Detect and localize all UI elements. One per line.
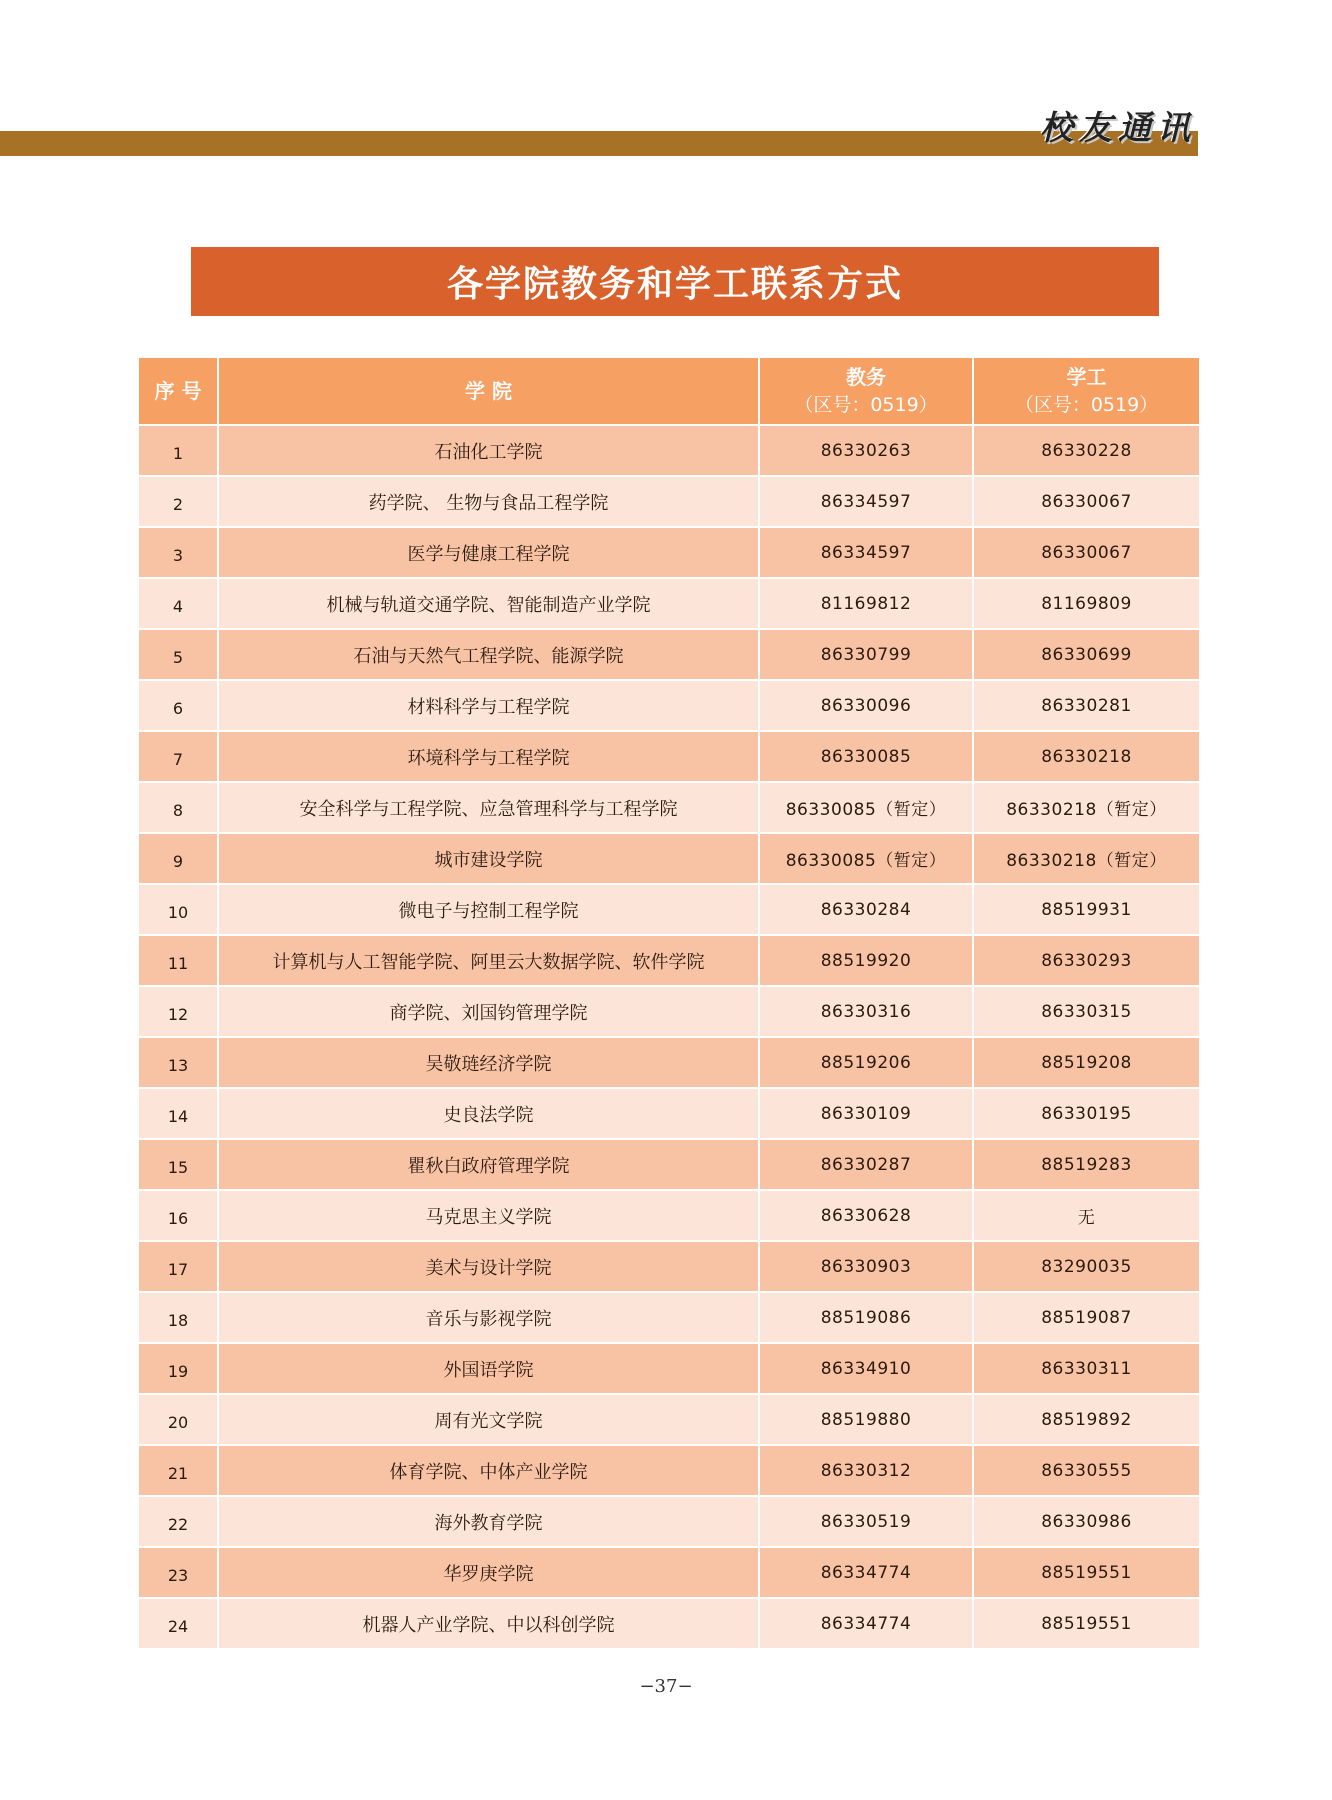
- row-number: 17: [138, 1241, 218, 1292]
- row-number: 3: [138, 527, 218, 578]
- student-phone: 86330218: [973, 731, 1200, 782]
- student-phone: 86330067: [973, 476, 1200, 527]
- row-number: 19: [138, 1343, 218, 1394]
- college-name: 机械与轨道交通学院、智能制造产业学院: [218, 578, 759, 629]
- college-name: 音乐与影视学院: [218, 1292, 759, 1343]
- table-row: [138, 731, 1200, 782]
- student-phone: 88519208: [973, 1037, 1200, 1088]
- student-phone: 86330218（暂定）: [973, 782, 1200, 833]
- table-row: [138, 1394, 1200, 1445]
- college-name: 美术与设计学院: [218, 1241, 759, 1292]
- academic-phone: 88519880: [759, 1394, 973, 1445]
- academic-phone: 86330096: [759, 680, 973, 731]
- college-name: 吴敬琏经济学院: [218, 1037, 759, 1088]
- college-name: 海外教育学院: [218, 1496, 759, 1547]
- college-name: 瞿秋白政府管理学院: [218, 1139, 759, 1190]
- college-name: 计算机与人工智能学院、阿里云大数据学院、软件学院: [218, 935, 759, 986]
- college-name: 马克思主义学院: [218, 1190, 759, 1241]
- row-number: 22: [138, 1496, 218, 1547]
- college-name: 机器人产业学院、中以科创学院: [218, 1598, 759, 1649]
- row-number: 11: [138, 935, 218, 986]
- row-number: 5: [138, 629, 218, 680]
- row-number: 23: [138, 1547, 218, 1598]
- academic-phone: 86334774: [759, 1547, 973, 1598]
- table-row: [138, 578, 1200, 629]
- section-title: 各学院教务和学工联系方式: [446, 264, 903, 305]
- column-header-student-title: 学工: [1066, 365, 1107, 389]
- academic-phone: 88519086: [759, 1292, 973, 1343]
- academic-phone: 86330085（暂定）: [759, 782, 973, 833]
- academic-phone: 86330799: [759, 629, 973, 680]
- page-number: −37−: [639, 1676, 693, 1697]
- table-row: [138, 425, 1200, 476]
- student-phone: 86330067: [973, 527, 1200, 578]
- college-name: 商学院、刘国钧管理学院: [218, 986, 759, 1037]
- table-row: [138, 1139, 1200, 1190]
- table-row: [138, 629, 1200, 680]
- student-phone: 83290035: [973, 1241, 1200, 1292]
- row-number: 13: [138, 1037, 218, 1088]
- table-row: [138, 1496, 1200, 1547]
- student-phone: 86330293: [973, 935, 1200, 986]
- college-name: 石油化工学院: [218, 425, 759, 476]
- table-row: [138, 782, 1200, 833]
- table-row: [138, 1190, 1200, 1241]
- table-row: [138, 1598, 1200, 1649]
- college-name: 药学院、 生物与食品工程学院: [218, 476, 759, 527]
- college-name: 医学与健康工程学院: [218, 527, 759, 578]
- academic-phone: 86330287: [759, 1139, 973, 1190]
- academic-phone: 86334910: [759, 1343, 973, 1394]
- row-number: 9: [138, 833, 218, 884]
- academic-phone: 86334597: [759, 476, 973, 527]
- column-header-academic-area-code: （区号：0519）: [794, 394, 938, 416]
- column-header-academic-title: 教务: [846, 365, 886, 389]
- section-banner: [191, 247, 1159, 316]
- student-phone: 86330195: [973, 1088, 1200, 1139]
- row-number: 16: [138, 1190, 218, 1241]
- academic-phone: 86334597: [759, 527, 973, 578]
- student-phone: 88519551: [973, 1547, 1200, 1598]
- table-row: [138, 1088, 1200, 1139]
- table-row: [138, 1292, 1200, 1343]
- academic-phone: 86330628: [759, 1190, 973, 1241]
- row-number: 12: [138, 986, 218, 1037]
- college-name: 石油与天然气工程学院、能源学院: [218, 629, 759, 680]
- academic-phone: 86330085（暂定）: [759, 833, 973, 884]
- row-number: 2: [138, 476, 218, 527]
- column-header-academic: [759, 357, 973, 425]
- student-phone: 86330699: [973, 629, 1200, 680]
- row-number: 6: [138, 680, 218, 731]
- academic-phone: 86330903: [759, 1241, 973, 1292]
- table-row: [138, 476, 1200, 527]
- student-phone: 88519551: [973, 1598, 1200, 1649]
- row-number: 8: [138, 782, 218, 833]
- college-name: 城市建设学院: [218, 833, 759, 884]
- table-row: [138, 833, 1200, 884]
- column-header-student: [973, 357, 1200, 425]
- column-header-student-area-code: （区号：0519）: [1014, 394, 1159, 416]
- student-phone: 86330281: [973, 680, 1200, 731]
- student-phone: 88519931: [973, 884, 1200, 935]
- student-phone: 无: [973, 1190, 1200, 1241]
- academic-phone: 86330263: [759, 425, 973, 476]
- column-header-index: 序 号: [138, 357, 218, 425]
- college-name: 史良法学院: [218, 1088, 759, 1139]
- header-bar: [0, 131, 1198, 156]
- table-row: [138, 884, 1200, 935]
- academic-phone: 86330109: [759, 1088, 973, 1139]
- table-row: [138, 986, 1200, 1037]
- table-row: [138, 527, 1200, 578]
- student-phone: 81169809: [973, 578, 1200, 629]
- row-number: 4: [138, 578, 218, 629]
- row-number: 14: [138, 1088, 218, 1139]
- college-name: 体育学院、中体产业学院: [218, 1445, 759, 1496]
- student-phone: 88519892: [973, 1394, 1200, 1445]
- table-row: [138, 1037, 1200, 1088]
- academic-phone: 81169812: [759, 578, 973, 629]
- row-number: 24: [138, 1598, 218, 1649]
- table-header-row: [138, 357, 1200, 425]
- column-header-college: 学 院: [218, 357, 759, 425]
- table-row: [138, 935, 1200, 986]
- academic-phone: 88519206: [759, 1037, 973, 1088]
- academic-phone: 86334774: [759, 1598, 973, 1649]
- table-row: [138, 1445, 1200, 1496]
- student-phone: 86330228: [973, 425, 1200, 476]
- table-body: [138, 425, 1200, 1649]
- row-number: 1: [138, 425, 218, 476]
- college-name: 周有光文学院: [218, 1394, 759, 1445]
- academic-phone: 86330085: [759, 731, 973, 782]
- academic-phone: 88519920: [759, 935, 973, 986]
- academic-phone: 86330316: [759, 986, 973, 1037]
- college-name: 外国语学院: [218, 1343, 759, 1394]
- table-row: [138, 680, 1200, 731]
- student-phone: 86330311: [973, 1343, 1200, 1394]
- student-phone: 86330555: [973, 1445, 1200, 1496]
- table-row: [138, 1241, 1200, 1292]
- row-number: 10: [138, 884, 218, 935]
- newsletter-title: 校友通讯: [1040, 108, 1196, 147]
- student-phone: 88519283: [973, 1139, 1200, 1190]
- student-phone: 86330218（暂定）: [973, 833, 1200, 884]
- college-name: 环境科学与工程学院: [218, 731, 759, 782]
- college-name: 材料科学与工程学院: [218, 680, 759, 731]
- academic-phone: 86330519: [759, 1496, 973, 1547]
- academic-phone: 86330284: [759, 884, 973, 935]
- row-number: 20: [138, 1394, 218, 1445]
- contacts-table: [137, 356, 1201, 1650]
- college-name: 安全科学与工程学院、应急管理科学与工程学院: [218, 782, 759, 833]
- row-number: 21: [138, 1445, 218, 1496]
- table-row: [138, 1343, 1200, 1394]
- academic-phone: 86330312: [759, 1445, 973, 1496]
- student-phone: 88519087: [973, 1292, 1200, 1343]
- table-row: [138, 1547, 1200, 1598]
- college-name: 微电子与控制工程学院: [218, 884, 759, 935]
- student-phone: 86330986: [973, 1496, 1200, 1547]
- college-name: 华罗庚学院: [218, 1547, 759, 1598]
- row-number: 7: [138, 731, 218, 782]
- row-number: 18: [138, 1292, 218, 1343]
- student-phone: 86330315: [973, 986, 1200, 1037]
- row-number: 15: [138, 1139, 218, 1190]
